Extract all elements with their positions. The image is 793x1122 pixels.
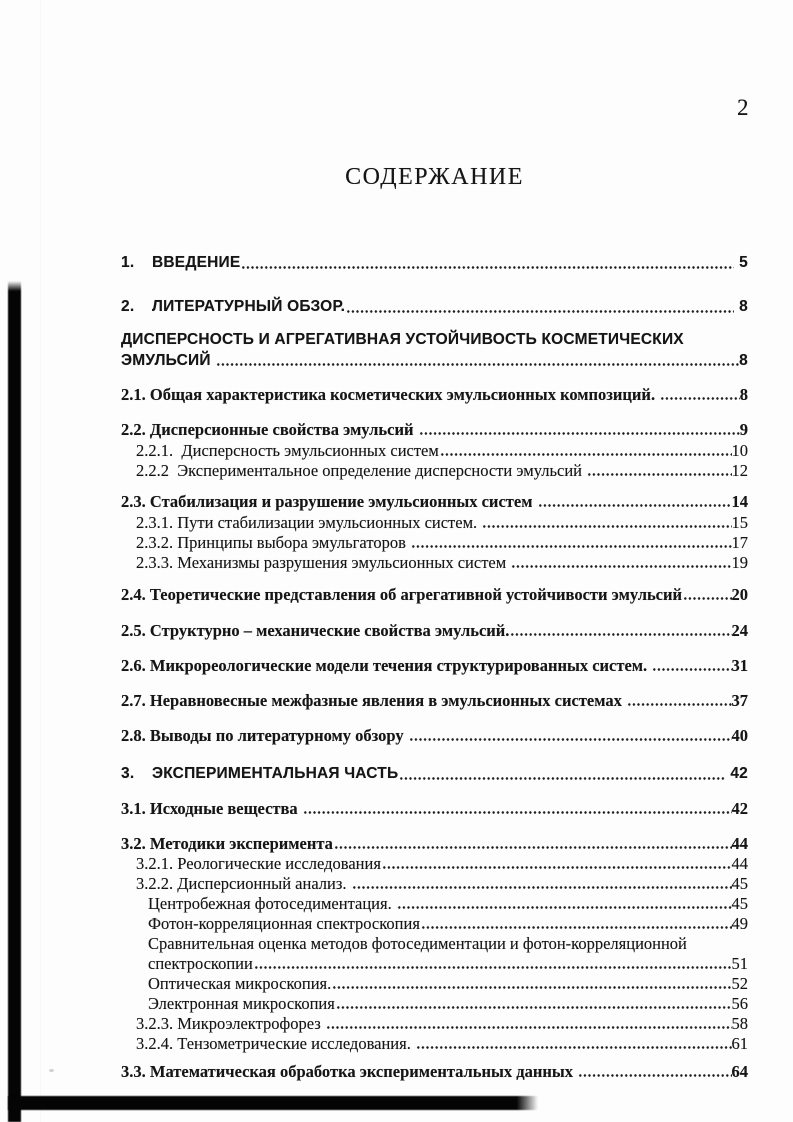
entry-label: 3.1. Исходные вещества xyxy=(121,799,302,818)
entry-page: 19 xyxy=(731,553,748,572)
toc-entry xyxy=(121,1034,748,1054)
dotted-leader xyxy=(420,914,732,934)
entry-page: 8 xyxy=(739,385,748,404)
entry-page: 15 xyxy=(731,513,748,532)
entry-page: 17 xyxy=(731,533,748,552)
toc-entry xyxy=(121,461,748,481)
toc-entry xyxy=(121,441,748,461)
toc-entry xyxy=(121,894,748,914)
entry-page: 44 xyxy=(731,854,748,873)
toc-entry xyxy=(121,954,748,974)
toc-entry xyxy=(121,726,748,746)
scan-edge-bottom-bar xyxy=(8,1096,538,1110)
entry-label: Оптическая микроскопия. xyxy=(148,974,332,993)
entry-label: 2.2. Дисперсионные свойства эмульсий xyxy=(121,420,418,439)
entry-number: 1. xyxy=(121,254,135,271)
entry-page: 61 xyxy=(731,1034,748,1053)
dotted-leader xyxy=(577,1062,731,1082)
entry-label: 3.2.2. Дисперсионный анализ. xyxy=(136,874,351,893)
entry-label: 2.3.3. Механизмы разрушения эмульсионных систем xyxy=(136,553,511,572)
entry-page: 58 xyxy=(731,1014,748,1033)
dotted-leader xyxy=(586,461,731,481)
table-of-contents xyxy=(121,240,748,1082)
entry-page: 14 xyxy=(731,492,748,511)
entry-label: 2.1. Общая характеристика косметических эмульсионных композиций. xyxy=(121,385,660,404)
entry-page: 42 xyxy=(730,765,748,782)
dotted-leader xyxy=(335,994,732,1014)
toc-entry xyxy=(121,420,748,440)
entry-label: 2.7. Неравновесные межфазные явления в эмульсионных системах xyxy=(121,691,627,710)
entry-page: 31 xyxy=(731,656,748,675)
entry-page: 45 xyxy=(731,874,748,893)
toc-entry xyxy=(121,834,748,854)
toc-entry xyxy=(121,914,748,934)
entry-page: 20 xyxy=(731,585,748,604)
toc-entry xyxy=(121,533,748,553)
entry-number: 3. xyxy=(121,765,135,782)
dotted-leader xyxy=(651,656,731,676)
dotted-leader xyxy=(626,691,731,711)
entry-page: 56 xyxy=(731,994,748,1013)
dotted-leader xyxy=(215,351,739,371)
entry-page: 5 xyxy=(739,254,748,271)
toc-entry xyxy=(121,799,748,819)
entry-page: 8 xyxy=(739,298,748,315)
toc-entry xyxy=(121,974,748,994)
toc-entry xyxy=(121,656,748,676)
dotted-leader xyxy=(325,1014,732,1034)
dotted-leader xyxy=(398,764,725,784)
scan-speck xyxy=(49,1069,54,1072)
entry-label: Сравнительная оценка методов фотоседиментации и фотон-корреляционной xyxy=(148,934,687,953)
dotted-leader xyxy=(381,854,732,874)
page-title: СОДЕРЖАНИЕ xyxy=(345,164,524,191)
toc-entry xyxy=(121,585,748,605)
toc-entry xyxy=(121,492,748,512)
entry-label: ДИСПЕРСНОСТЬ И АГРЕГАТИВНАЯ УСТОЙЧИВОСТЬ КОСМЕТИЧЕСКИХ xyxy=(121,331,684,348)
toc-entry xyxy=(121,330,748,350)
dotted-leader xyxy=(439,441,732,461)
entry-label: Электронная микроскопия xyxy=(148,994,335,1013)
entry-label: 2.2.2 Экспериментальное определение дисперсности эмульсий xyxy=(136,461,587,480)
toc-entry xyxy=(121,691,748,711)
toc-entry xyxy=(121,994,748,1014)
dotted-leader xyxy=(509,621,731,641)
entry-page: 24 xyxy=(731,621,748,640)
toc-entry xyxy=(121,253,748,273)
scan-edge-left-bar xyxy=(8,281,21,1122)
toc-entry xyxy=(121,934,748,954)
toc-entry xyxy=(121,1062,748,1082)
toc-entry xyxy=(121,854,748,874)
toc-entry xyxy=(121,385,748,405)
dotted-leader xyxy=(481,513,731,533)
entry-label: Фотон-корреляционная спектроскопия xyxy=(148,914,420,933)
toc-entry xyxy=(121,764,748,784)
entry-label: 2.3.1. Пути стабилизации эмульсионных систем. xyxy=(136,513,482,532)
toc-entry xyxy=(121,874,748,894)
dotted-leader xyxy=(408,726,732,746)
entry-page: 45 xyxy=(731,894,748,913)
entry-page: 8 xyxy=(739,352,748,369)
entry-label: ЛИТЕРАТУРНЫЙ ОБЗОР. xyxy=(152,298,346,315)
entry-label: ВВЕДЕНИЕ xyxy=(152,254,241,271)
entry-label: 2.3. Стабилизация и разрушение эмульсионных систем xyxy=(121,492,537,511)
entry-label: 3.2.4. Тензометрические исследования. xyxy=(136,1034,415,1053)
toc-entry xyxy=(121,553,748,573)
entry-page: 12 xyxy=(731,461,748,480)
entry-label: Центробежная фотоседиментация. xyxy=(148,894,396,913)
entry-label: 2.4. Теоретические представления об агрегативной устойчивости эмульсий xyxy=(121,585,683,604)
dotted-leader xyxy=(410,533,732,553)
entry-page: 10 xyxy=(731,441,748,460)
dotted-leader xyxy=(659,385,740,405)
toc-entry xyxy=(121,621,748,641)
entry-label: 3.3. Математическая обработка экспериментальных данных xyxy=(121,1062,578,1081)
entry-label: ЭКСПЕРИМЕНТАЛЬНАЯ ЧАСТЬ xyxy=(152,765,399,782)
dotted-leader xyxy=(240,253,734,273)
entry-label: спектроскопии xyxy=(148,954,253,973)
page-number: 2 xyxy=(737,95,749,120)
entry-page: 64 xyxy=(731,1062,748,1081)
entry-page: 52 xyxy=(731,974,748,993)
dotted-leader xyxy=(415,1034,732,1054)
entry-label: ЭМУЛЬСИЙ xyxy=(121,352,216,369)
entry-page: 42 xyxy=(731,799,748,818)
entry-label: 2.8. Выводы по литературному обзору xyxy=(121,726,408,745)
dotted-leader xyxy=(537,492,732,512)
entry-label: 2.6. Микрореологические модели течения структурированных систем. xyxy=(121,656,652,675)
dotted-leader xyxy=(253,954,732,974)
entry-number: 2. xyxy=(121,298,135,315)
entry-label: 2.3.2. Принципы выбора эмульгаторов xyxy=(136,533,410,552)
entry-page: 51 xyxy=(731,954,748,973)
entry-page: 44 xyxy=(731,834,748,853)
dotted-leader xyxy=(396,894,732,914)
entry-page: 40 xyxy=(731,726,748,745)
entry-label: 2.2.1. Дисперсность эмульсионных систем xyxy=(136,441,439,460)
entry-label: 3.2.1. Реологические исследования xyxy=(136,854,381,873)
toc-entry xyxy=(121,297,748,317)
dotted-leader xyxy=(418,420,740,440)
toc-entry xyxy=(121,1014,748,1034)
dotted-leader xyxy=(351,874,732,894)
dotted-leader xyxy=(302,799,732,819)
entry-page: 37 xyxy=(731,691,748,710)
entry-label: 2.5. Структурно – механические свойства эмульсий. xyxy=(121,621,510,640)
entry-page: 49 xyxy=(731,914,748,933)
dotted-leader xyxy=(331,974,731,994)
entry-page: 9 xyxy=(739,420,748,439)
entry-label: 3.2. Методики эксперимента xyxy=(121,834,333,853)
toc-entry xyxy=(121,513,748,533)
dotted-leader xyxy=(333,834,732,854)
toc-entry xyxy=(121,351,748,371)
entry-label: 3.2.3. Микроэлектрофорез xyxy=(136,1014,325,1033)
dotted-leader xyxy=(345,297,734,317)
dotted-leader xyxy=(510,553,731,573)
dotted-leader xyxy=(682,585,731,605)
